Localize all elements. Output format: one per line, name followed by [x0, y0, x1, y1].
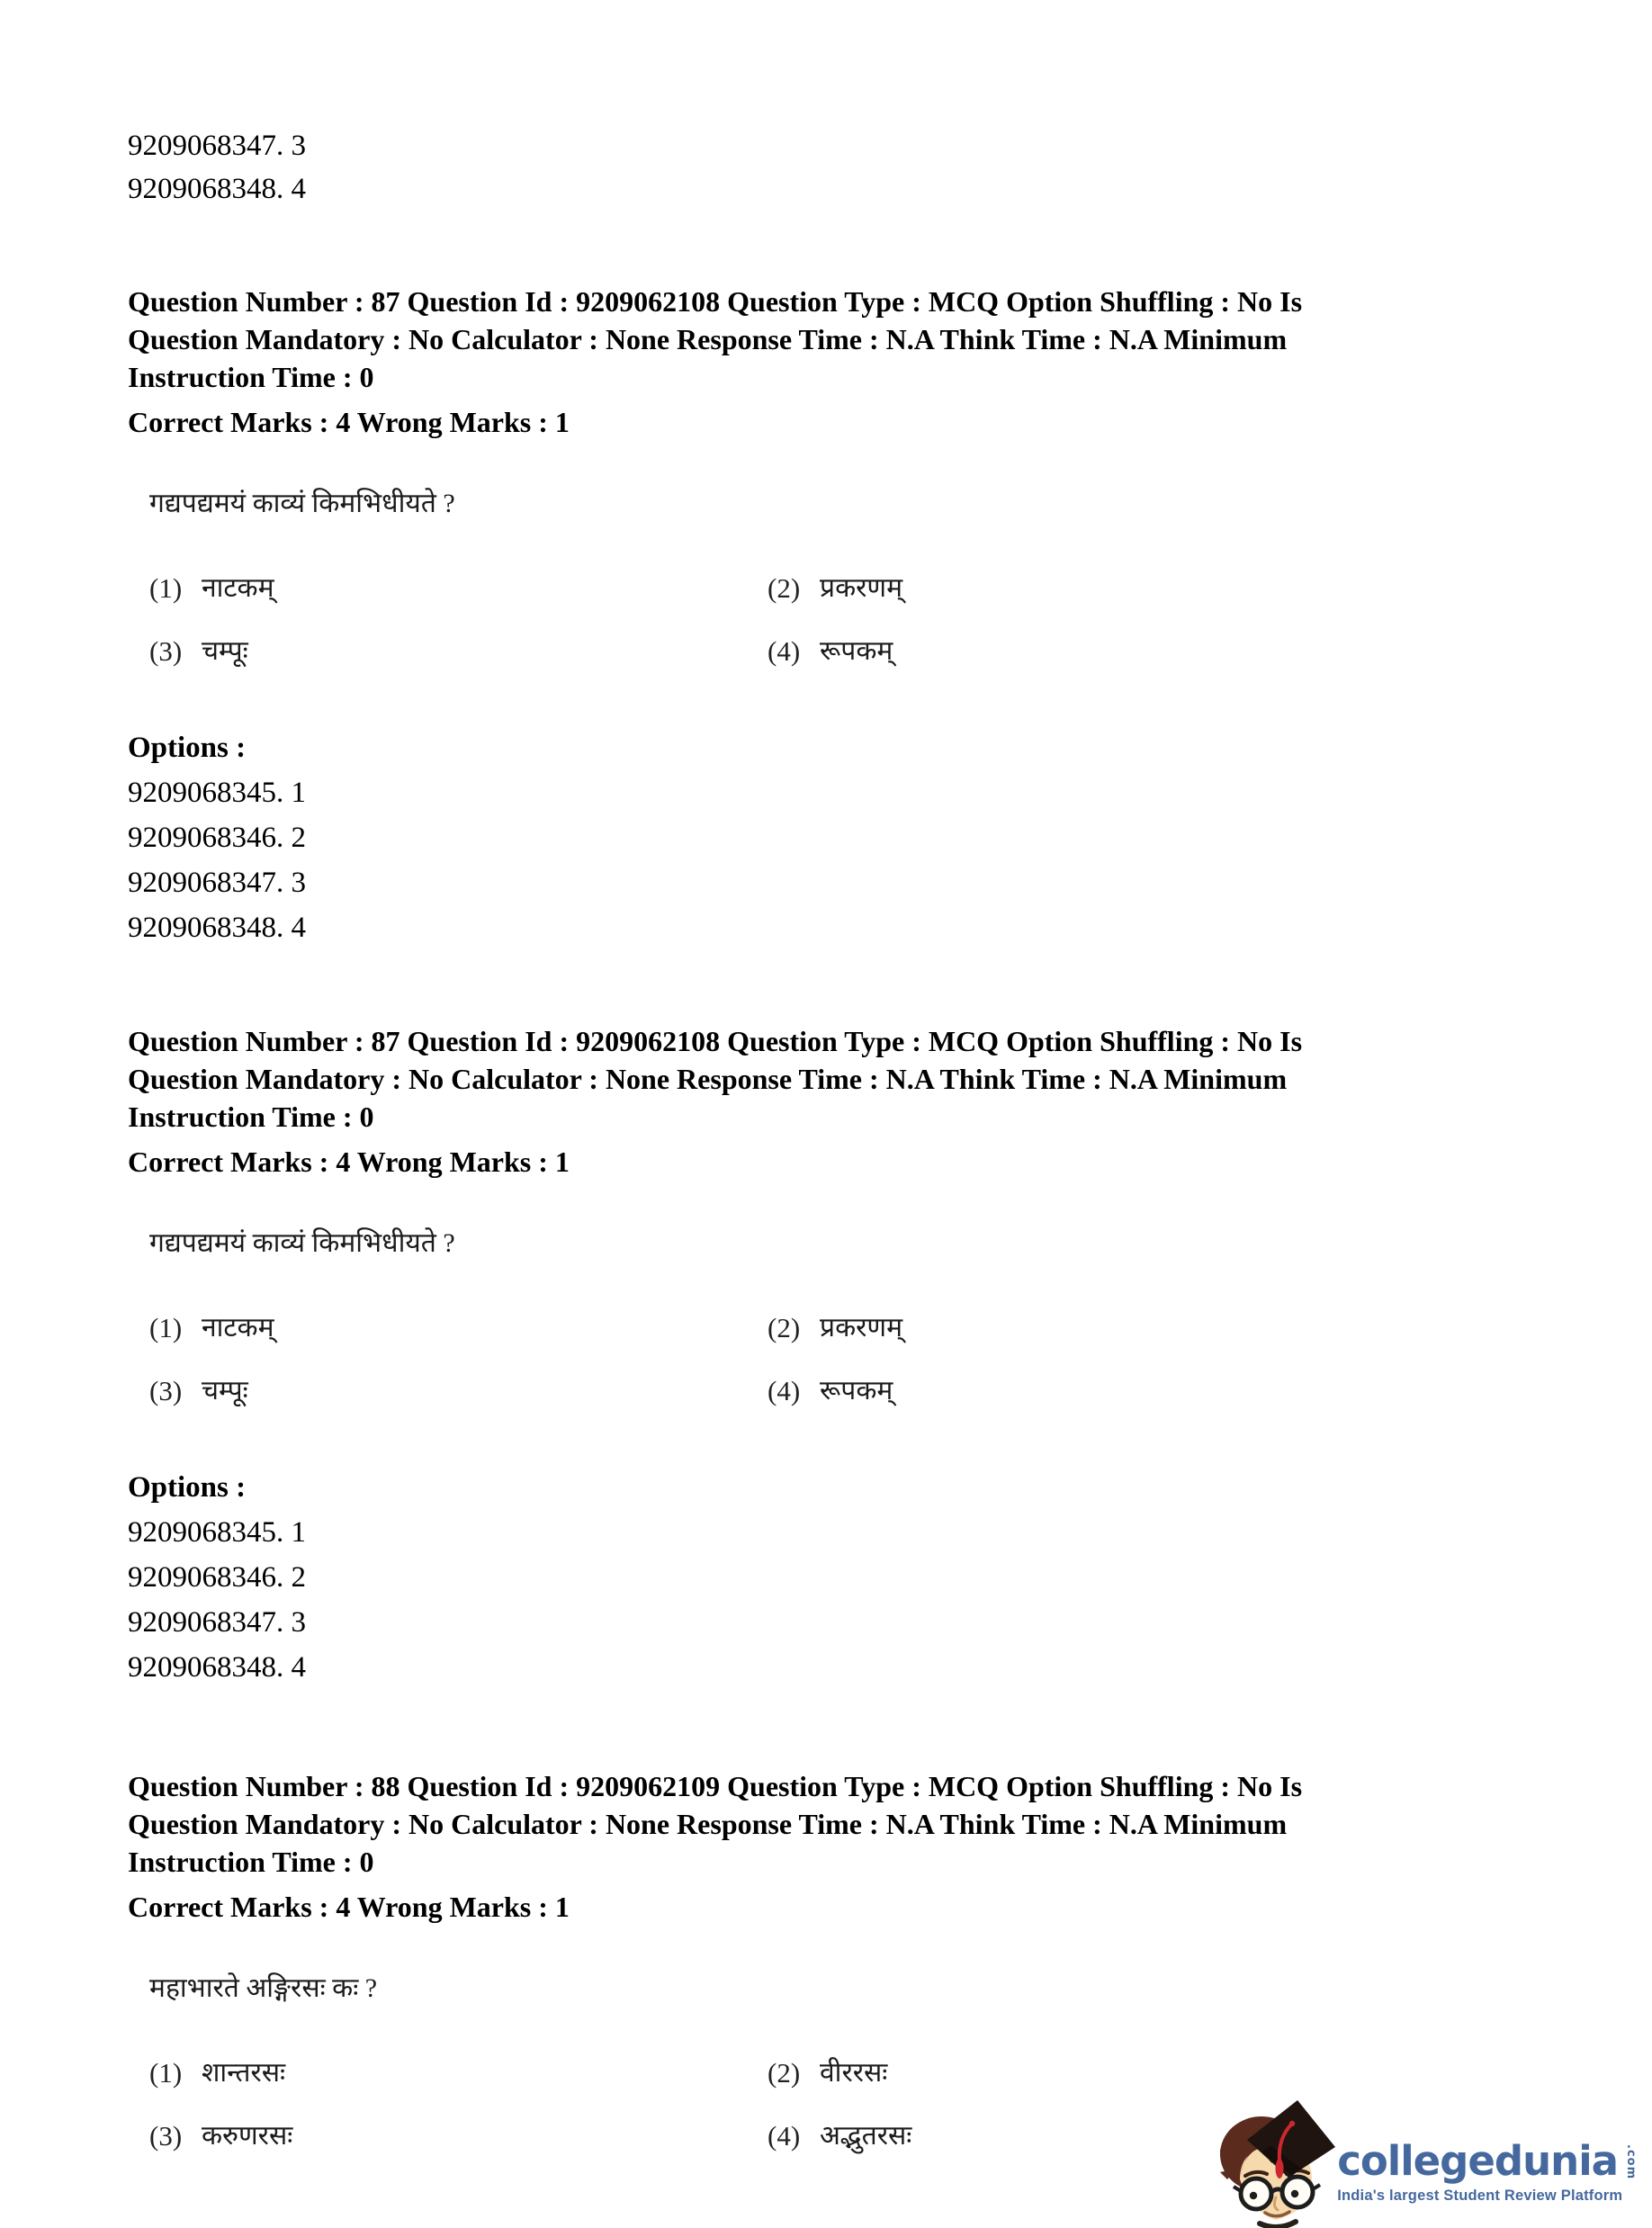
- options-heading: Options :: [128, 732, 247, 764]
- brand-tld: .com: [1624, 2143, 1638, 2179]
- choice-label: वीररसः: [820, 2058, 888, 2088]
- choice-number: (2): [768, 572, 801, 604]
- question-meta-line: Question Mandatory : No Calculator : None Response Time : N.A Think Time : N.A Minimum: [128, 323, 1288, 355]
- choice-4: [768, 1371, 893, 1411]
- question-block-87-repeat: [128, 1022, 1517, 1690]
- question-meta-line: Question Number : 87 Question Id : 9209062108 Question Type : MCQ Option Shuffling : No Is: [128, 1025, 1303, 1057]
- question-meta-line: Question Mandatory : No Calculator : None Response Time : N.A Think Time : N.A Minimum: [128, 1063, 1288, 1095]
- previous-question-option-ids: [128, 124, 1517, 211]
- choice-number: (4): [768, 2120, 801, 2152]
- question-block-87: [128, 283, 1517, 950]
- choice-number: (3): [149, 635, 183, 667]
- option-id-line: 9209068346. 2: [128, 822, 306, 854]
- question-text: गद्यपद्यमयं काव्यं किमभिधीयते ?: [149, 1228, 455, 1258]
- option-ids-list: [128, 725, 1517, 950]
- brand-tagline: India's largest Student Review Platform: [1337, 2188, 1623, 2204]
- question-meta: [128, 283, 1517, 396]
- option-id-line: 9209068346. 2: [128, 1561, 306, 1594]
- choice-label: प्रकरणम्: [820, 1313, 903, 1343]
- question-text: महाभारते अङ्गिरसः कः ?: [149, 1973, 378, 2003]
- options-heading: Options :: [128, 1471, 247, 1504]
- question-text: गद्यपद्यमयं काव्यं किमभिधीयते ?: [149, 489, 455, 518]
- choice-1: [149, 2053, 768, 2093]
- choice-row: [149, 1371, 1517, 1411]
- choice-number: (3): [149, 1375, 183, 1406]
- choice-number: (2): [768, 1312, 801, 1343]
- choice-label: प्रकरणम्: [820, 573, 903, 603]
- marks-line: Correct Marks : 4 Wrong Marks : 1: [128, 1891, 570, 1923]
- question-meta-line: Question Number : 87 Question Id : 9209062108 Question Type : MCQ Option Shuffling : No Is: [128, 285, 1303, 318]
- marks-line: Correct Marks : 4 Wrong Marks : 1: [128, 406, 570, 438]
- question-meta-line: Instruction Time : 0: [128, 1101, 374, 1133]
- choice-row: [149, 2053, 1517, 2093]
- question-meta-line: Instruction Time : 0: [128, 1846, 374, 1878]
- question-meta: [128, 1767, 1517, 1881]
- option-id-line: 9209068345. 1: [128, 777, 306, 809]
- choice-label: करुणरसः: [202, 2121, 293, 2151]
- brand-wordmark: collegedunia: [1337, 2137, 1618, 2185]
- question-meta-line: Question Mandatory : No Calculator : None Response Time : N.A Think Time : N.A Minimum: [128, 1808, 1288, 1840]
- choice-row: [149, 569, 1517, 608]
- brand-row: [1337, 2137, 1641, 2185]
- question-meta: [128, 1022, 1517, 1136]
- choice-number: (1): [149, 572, 183, 604]
- choice-label: नाटकम्: [202, 573, 274, 603]
- choice-row: [149, 632, 1517, 671]
- option-id-line: 9209068345. 1: [128, 1516, 306, 1549]
- choice-3: [149, 632, 768, 671]
- option-ids-list: [128, 1465, 1517, 1690]
- choice-number: (4): [768, 1375, 801, 1406]
- choice-number: (3): [149, 2120, 183, 2152]
- choice-4: [768, 2116, 911, 2156]
- collegedunia-logo: [1220, 2097, 1641, 2228]
- choice-number: (1): [149, 2057, 183, 2089]
- choice-2: [768, 1308, 902, 1348]
- choice-label: अद्भुतरसः: [820, 2121, 912, 2151]
- choice-label: चम्पूः: [202, 1376, 248, 1406]
- mascot-icon: [1220, 2097, 1335, 2228]
- option-id-line: 9209068347. 3: [128, 1606, 306, 1639]
- choices-grid: [149, 569, 1517, 671]
- option-id-line: 9209068348. 4: [128, 912, 306, 944]
- marks-line: Correct Marks : 4 Wrong Marks : 1: [128, 1145, 570, 1178]
- choice-2: [768, 2053, 887, 2093]
- choice-1: [149, 569, 768, 608]
- choice-3: [149, 1371, 768, 1411]
- choice-4: [768, 632, 893, 671]
- choice-label: नाटकम्: [202, 1313, 274, 1343]
- option-id-line: 9209068347. 3: [128, 130, 306, 162]
- choice-label: रूपकम्: [820, 636, 893, 666]
- choice-number: (2): [768, 2057, 801, 2089]
- choice-number: (1): [149, 1312, 183, 1343]
- logo-text: [1337, 2137, 1641, 2228]
- choice-1: [149, 1308, 768, 1348]
- option-id-line: 9209068347. 3: [128, 867, 306, 899]
- question-meta-line: Question Number : 88 Question Id : 9209062109 Question Type : MCQ Option Shuffling : No Is: [128, 1770, 1303, 1802]
- option-id-line: 9209068348. 4: [128, 1651, 306, 1684]
- choice-label: रूपकम्: [820, 1376, 893, 1406]
- choice-3: [149, 2116, 768, 2156]
- choice-label: चम्पूः: [202, 636, 248, 666]
- choice-2: [768, 569, 902, 608]
- choice-number: (4): [768, 635, 801, 667]
- question-meta-line: Instruction Time : 0: [128, 361, 374, 393]
- choice-row: [149, 1308, 1517, 1348]
- choice-label: शान्तरसः: [202, 2058, 286, 2088]
- option-id-line: 9209068348. 4: [128, 173, 306, 205]
- choices-grid: [149, 1308, 1517, 1411]
